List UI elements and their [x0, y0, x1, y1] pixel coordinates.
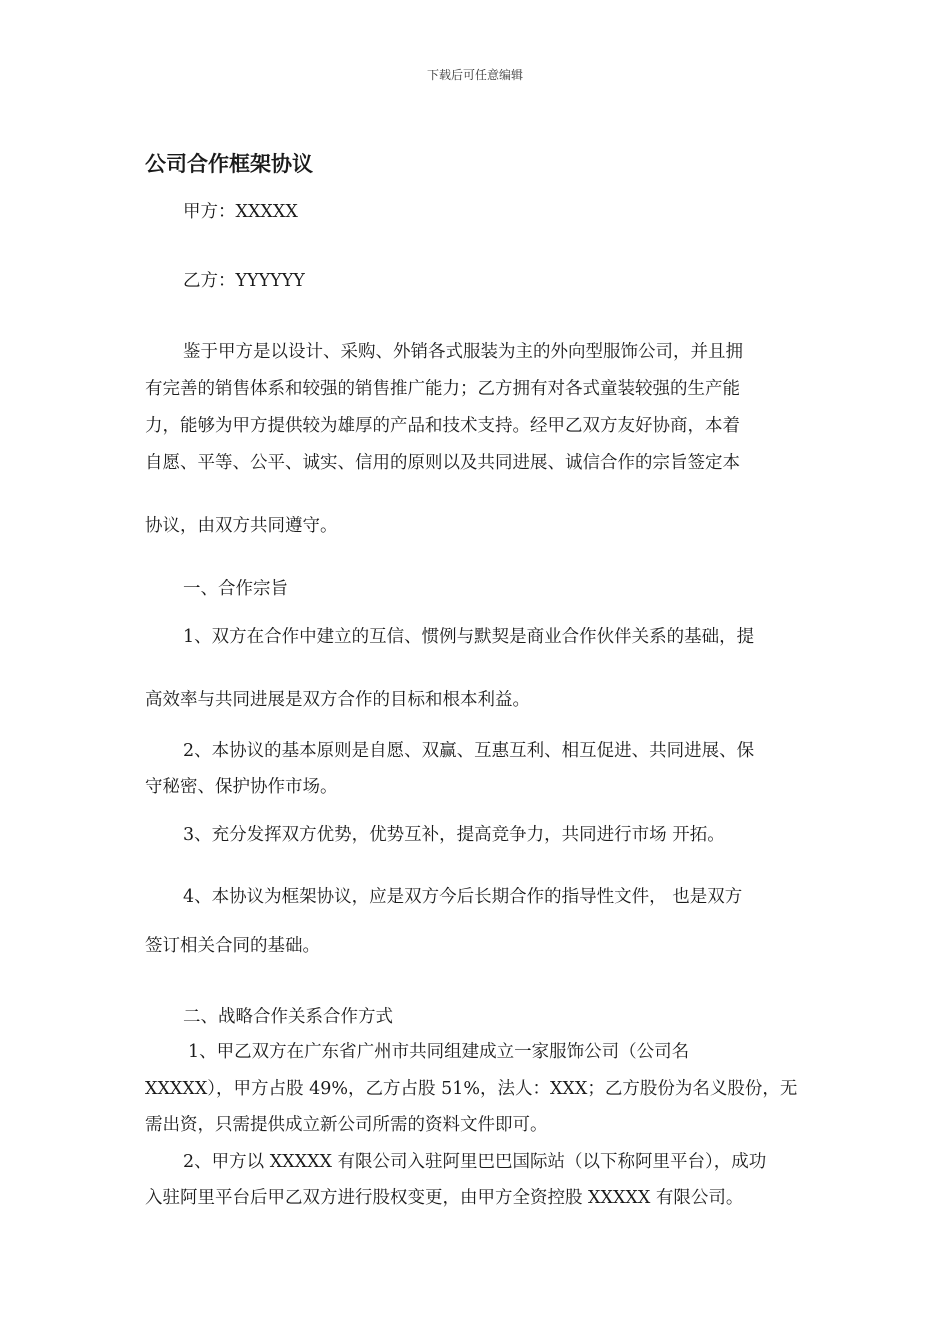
clause-line: 1、双方在合作中建立的互信、惯例与默契是商业合作伙伴关系的基础，提 [183, 627, 755, 647]
clause-line: 入驻阿里平台后甲乙双方进行股权变更，由甲方全资控股 XXXXX 有限公司。 [145, 1188, 744, 1208]
clause-line: 2、甲方以 XXXXX 有限公司入驻阿里巴巴国际站（以下称阿里平台），成功 [183, 1152, 767, 1172]
clause-line: 3、充分发挥双方优势，优势互补，提高竞争力，共同进行市场 开拓。 [183, 825, 725, 845]
clause-line: 4、本协议为框架协议，应是双方今后长期合作的指导性文件， 也是双方 [183, 887, 743, 907]
clause-line: 需出资，只需提供成立新公司所需的资料文件即可。 [145, 1115, 548, 1135]
clause-line: 1、甲乙双方在广东省广州市共同组建成立一家服饰公司（公司名 [188, 1042, 690, 1062]
header-note: 下载后可任意编辑 [426, 68, 523, 82]
preamble-line: 有完善的销售体系和较强的销售推广能力；乙方拥有对各式童装较强的生产能 [145, 379, 740, 399]
preamble-line: 自愿、平等、公平、诚实、信用的原则以及共同进展、诚信合作的宗旨签定本 [145, 453, 740, 473]
clause-line: 2、本协议的基本原则是自愿、双赢、互惠互利、相互促进、共同进展、保 [183, 741, 755, 761]
party-a: 甲方：XXXXX [183, 202, 298, 222]
clause-line: 高效率与共同进展是双方合作的目标和根本利益。 [145, 690, 530, 710]
section-heading: 一、合作宗旨 [183, 579, 288, 599]
preamble-line: 鉴于甲方是以设计、采购、外销各式服装为主的外向型服饰公司，并且拥 [183, 342, 743, 362]
section-heading: 二、战略合作关系合作方式 [183, 1007, 393, 1027]
clause-line: 签订相关合同的基础。 [145, 936, 320, 956]
party-b: 乙方：YYYYYY [183, 271, 305, 291]
preamble-line: 力，能够为甲方提供较为雄厚的产品和技术支持。经甲乙双方友好协商，本着 [145, 416, 740, 436]
preamble-line: 协议，由双方共同遵守。 [145, 516, 338, 536]
clause-line: 守秘密、保护协作市场。 [145, 777, 338, 797]
document-title: 公司合作框架协议 [145, 152, 313, 176]
clause-line: XXXXX），甲方占股 49%，乙方占股 51%，法人：XXX；乙方股份为名义股份，无 [145, 1079, 798, 1099]
